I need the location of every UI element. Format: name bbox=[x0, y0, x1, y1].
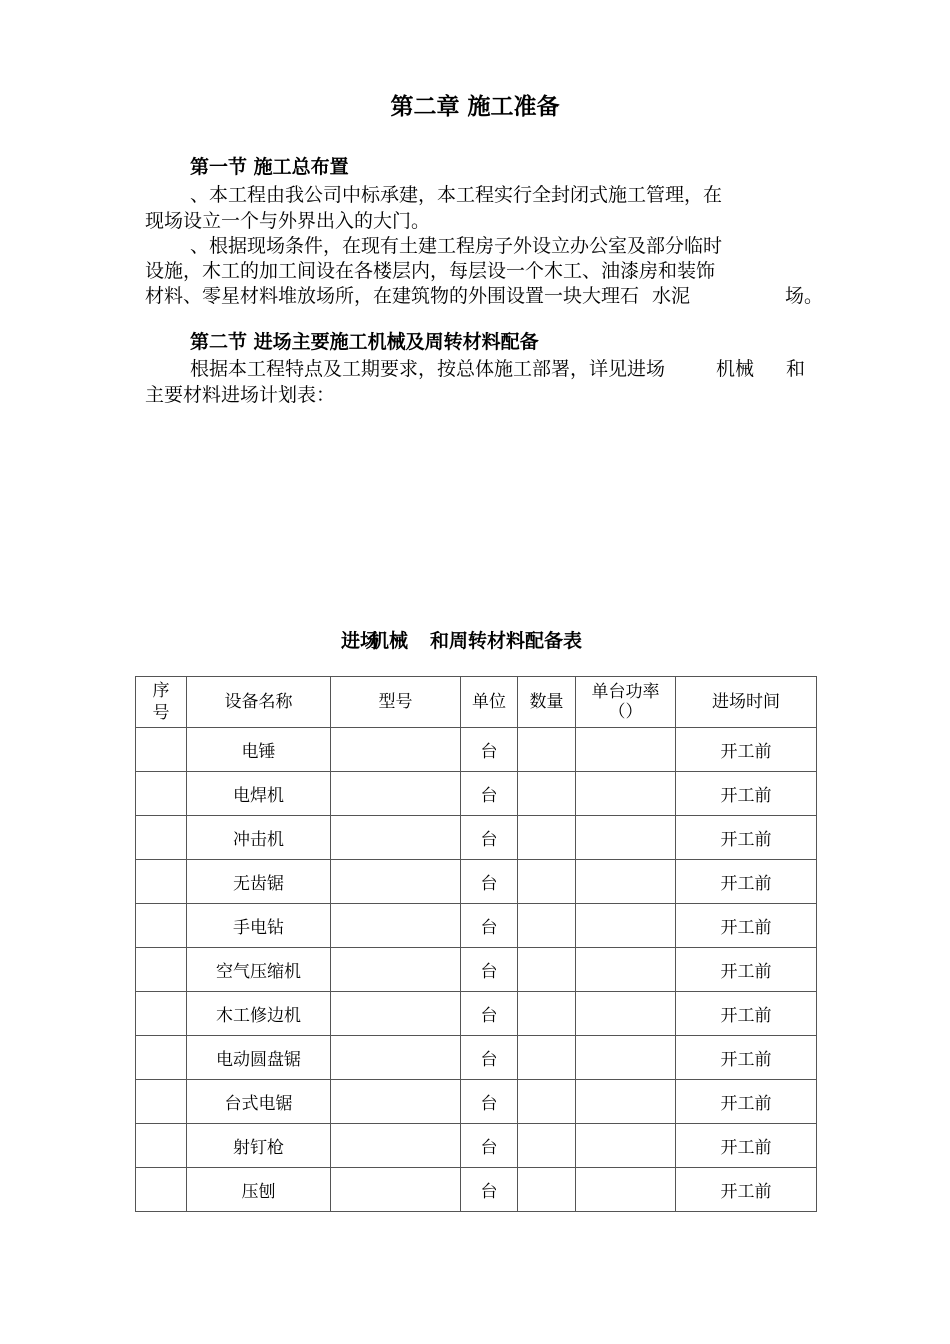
table-row bbox=[136, 772, 817, 816]
header-no bbox=[136, 677, 187, 728]
cell-model bbox=[331, 728, 461, 772]
cell-qty bbox=[518, 904, 576, 948]
cell-model bbox=[331, 772, 461, 816]
cell-no bbox=[136, 728, 187, 772]
section1-paragraph1-line2: 现场设立一个与外界出入的大门。 bbox=[145, 210, 431, 232]
cell-unit: 台 bbox=[461, 1080, 518, 1124]
cell-model bbox=[331, 860, 461, 904]
cell-time: 开工前 bbox=[676, 1036, 817, 1080]
table-row bbox=[136, 728, 817, 772]
cell-time: 开工前 bbox=[676, 1168, 817, 1212]
header-time: 进场时间 bbox=[676, 677, 817, 728]
cell-name: 无齿锯 bbox=[187, 860, 331, 904]
cell-time: 开工前 bbox=[676, 728, 817, 772]
cell-power bbox=[576, 1168, 676, 1212]
equipment-table bbox=[135, 676, 817, 1212]
table-row bbox=[136, 904, 817, 948]
header-power-label: 单台功率 bbox=[591, 682, 660, 702]
cell-no bbox=[136, 1168, 187, 1212]
cell-qty bbox=[518, 816, 576, 860]
cell-no bbox=[136, 816, 187, 860]
header-name: 设备名称 bbox=[187, 677, 331, 728]
cell-no bbox=[136, 1080, 187, 1124]
table-body bbox=[136, 728, 817, 1212]
cell-model bbox=[331, 904, 461, 948]
cell-unit: 台 bbox=[461, 904, 518, 948]
section1-title: 第一节 施工总布置 bbox=[190, 156, 349, 178]
table-title-part-b: 和周转材料配备表 bbox=[430, 630, 583, 652]
cell-time: 开工前 bbox=[676, 816, 817, 860]
cell-name: 电焊机 bbox=[187, 772, 331, 816]
cell-name: 木工修边机 bbox=[187, 992, 331, 1036]
section2-paragraph-line1: 根据本工程特点及工期要求，按总体施工部署，详见进场 bbox=[190, 358, 666, 380]
table-row bbox=[136, 860, 817, 904]
cell-name: 冲击机 bbox=[187, 816, 331, 860]
cell-power bbox=[576, 1036, 676, 1080]
section1-paragraph1-line1: 、本工程由我公司中标承建，本工程实行全封闭式施工管理，在 bbox=[190, 184, 723, 206]
cell-no bbox=[136, 1124, 187, 1168]
cell-unit: 台 bbox=[461, 772, 518, 816]
cell-power bbox=[576, 948, 676, 992]
cell-unit: 台 bbox=[461, 860, 518, 904]
cell-power bbox=[576, 728, 676, 772]
cell-no bbox=[136, 860, 187, 904]
section1-overlay-text: 水泥 bbox=[652, 285, 691, 307]
cell-qty bbox=[518, 1168, 576, 1212]
cell-model bbox=[331, 1124, 461, 1168]
section1-paragraph2-line3-end: 场。 bbox=[785, 285, 824, 307]
cell-name: 射钉枪 bbox=[187, 1124, 331, 1168]
cell-time: 开工前 bbox=[676, 904, 817, 948]
cell-name: 台式电锯 bbox=[187, 1080, 331, 1124]
cell-power bbox=[576, 1080, 676, 1124]
table-row bbox=[136, 1124, 817, 1168]
cell-power bbox=[576, 992, 676, 1036]
cell-model bbox=[331, 1168, 461, 1212]
cell-unit: 台 bbox=[461, 1036, 518, 1080]
cell-time: 开工前 bbox=[676, 860, 817, 904]
cell-model bbox=[331, 1080, 461, 1124]
cell-model bbox=[331, 948, 461, 992]
cell-qty bbox=[518, 772, 576, 816]
cell-name: 电动圆盘锯 bbox=[187, 1036, 331, 1080]
table-header-row bbox=[136, 677, 817, 728]
cell-no bbox=[136, 948, 187, 992]
header-unit: 单位 bbox=[461, 677, 518, 728]
cell-no bbox=[136, 1036, 187, 1080]
header-power bbox=[576, 677, 676, 728]
cell-unit: 台 bbox=[461, 948, 518, 992]
cell-no bbox=[136, 772, 187, 816]
cell-power bbox=[576, 772, 676, 816]
cell-model bbox=[331, 816, 461, 860]
table-row bbox=[136, 1036, 817, 1080]
cell-qty bbox=[518, 1080, 576, 1124]
section1-paragraph2-line3: 材料、零星材料堆放场所，在建筑物的外围设置一块大理石 bbox=[145, 285, 640, 307]
cell-qty bbox=[518, 992, 576, 1036]
chapter-title: 第二章 施工准备 bbox=[390, 94, 560, 120]
cell-name: 手电钻 bbox=[187, 904, 331, 948]
section2-paragraph-line2: 主要材料进场计划表： bbox=[145, 384, 336, 406]
cell-time: 开工前 bbox=[676, 948, 817, 992]
cell-time: 开工前 bbox=[676, 772, 817, 816]
cell-unit: 台 bbox=[461, 1168, 518, 1212]
section2-paragraph-line1-end: 和 bbox=[786, 358, 806, 380]
section2-title: 第二节 进场主要施工机械及周转材料配备 bbox=[190, 331, 539, 353]
cell-qty bbox=[518, 1036, 576, 1080]
cell-name: 空气压缩机 bbox=[187, 948, 331, 992]
cell-time: 开工前 bbox=[676, 992, 817, 1036]
cell-unit: 台 bbox=[461, 816, 518, 860]
cell-power bbox=[576, 904, 676, 948]
table-row bbox=[136, 1168, 817, 1212]
cell-unit: 台 bbox=[461, 1124, 518, 1168]
section1-paragraph2-line1: 、根据现场条件，在现有土建工程房子外设立办公室及部分临时 bbox=[190, 235, 723, 257]
table-row bbox=[136, 948, 817, 992]
cell-unit: 台 bbox=[461, 728, 518, 772]
cell-qty bbox=[518, 1124, 576, 1168]
cell-power bbox=[576, 1124, 676, 1168]
header-qty: 数量 bbox=[518, 677, 576, 728]
cell-unit: 台 bbox=[461, 992, 518, 1036]
cell-no bbox=[136, 992, 187, 1036]
header-model: 型号 bbox=[331, 677, 461, 728]
cell-time: 开工前 bbox=[676, 1080, 817, 1124]
header-power-unit: （） bbox=[608, 702, 643, 722]
cell-model bbox=[331, 1036, 461, 1080]
cell-power bbox=[576, 860, 676, 904]
cell-no bbox=[136, 904, 187, 948]
table-row bbox=[136, 1080, 817, 1124]
section2-overlay-text: 机械 bbox=[716, 358, 755, 380]
cell-qty bbox=[518, 948, 576, 992]
section1-paragraph2-line2: 设施，木工的加工间设在各楼层内，每层设一个木工、油漆房和装饰 bbox=[145, 260, 716, 282]
cell-power bbox=[576, 816, 676, 860]
cell-name: 电锤 bbox=[187, 728, 331, 772]
cell-time: 开工前 bbox=[676, 1124, 817, 1168]
table-title-part-a: 进场 bbox=[341, 630, 380, 652]
header-no-label: 序号 bbox=[152, 681, 170, 723]
table-title-overlay: 机械 bbox=[370, 630, 409, 652]
cell-name: 压刨 bbox=[187, 1168, 331, 1212]
table-row bbox=[136, 816, 817, 860]
cell-qty bbox=[518, 728, 576, 772]
cell-qty bbox=[518, 860, 576, 904]
table-row bbox=[136, 992, 817, 1036]
cell-model bbox=[331, 992, 461, 1036]
